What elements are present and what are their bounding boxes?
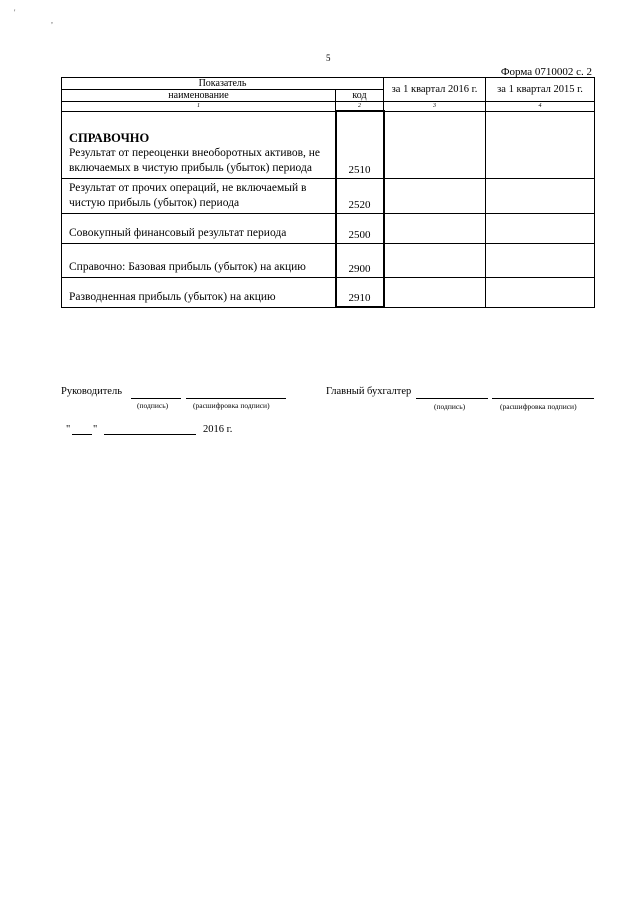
- head-decoding-field[interactable]: [186, 386, 286, 399]
- value-cell-current: [384, 111, 486, 178]
- date-month-field[interactable]: [104, 422, 196, 435]
- value-cell-current: [384, 178, 486, 213]
- table-row: [62, 243, 595, 277]
- value-cell-current: [384, 277, 486, 307]
- row-code: 2500: [336, 213, 384, 243]
- chief-accountant-decoding-field[interactable]: [492, 386, 594, 399]
- date-year: 2016 г.: [203, 424, 233, 435]
- chief-accountant-signature-field[interactable]: [416, 386, 488, 399]
- page-number: 5: [326, 53, 331, 63]
- header-row: [62, 78, 595, 90]
- column-index: 3: [384, 102, 486, 112]
- row-name: Результат от прочих операций, не включаемый в чистую прибыль (убыток) периода: [62, 178, 336, 213]
- row-name-cell: [62, 111, 336, 178]
- head-signature-field[interactable]: [131, 386, 181, 399]
- scan-mark: ,: [51, 16, 53, 25]
- value-cell-previous: [486, 213, 595, 243]
- column-index: 1: [62, 102, 336, 112]
- table-row: [62, 178, 595, 213]
- row-name: Совокупный финансовый результат периода: [62, 213, 336, 243]
- header-group: Показатель: [62, 78, 384, 90]
- decoding-caption: (расшифровка подписи): [500, 402, 577, 411]
- value-cell-previous: [486, 111, 595, 178]
- chief-accountant-label: Главный бухгалтер: [326, 386, 412, 397]
- form-label: Форма 0710002 с. 2: [500, 66, 592, 78]
- header-name: наименование: [62, 90, 336, 102]
- signature-caption: (подпись): [434, 402, 466, 411]
- column-index-row: [62, 102, 595, 112]
- scan-mark: ': [14, 8, 16, 17]
- row-code: 2910: [336, 277, 384, 307]
- signature-caption: (подпись): [137, 401, 169, 410]
- row-name: Разводненная прибыль (убыток) на акцию: [62, 277, 336, 307]
- value-cell-previous: [486, 243, 595, 277]
- column-index: 4: [486, 102, 595, 112]
- value-cell-current: [384, 213, 486, 243]
- date-quote-open: ": [66, 424, 71, 435]
- table-row: [62, 277, 595, 307]
- table-row: [62, 213, 595, 243]
- row-code: 2520: [336, 178, 384, 213]
- section-heading: СПРАВОЧНО: [69, 130, 150, 145]
- decoding-caption: (расшифровка подписи): [193, 401, 270, 410]
- report-table: [61, 77, 595, 308]
- date-day-field[interactable]: [72, 422, 92, 435]
- row-code: 2510: [336, 111, 384, 178]
- column-index: 2: [336, 102, 384, 112]
- value-cell-previous: [486, 277, 595, 307]
- value-cell-current: [384, 243, 486, 277]
- header-period-current: за 1 квартал 2016 г.: [384, 78, 486, 102]
- row-name: Справочно: Базовая прибыль (убыток) на акцию: [62, 243, 336, 277]
- row-code: 2900: [336, 243, 384, 277]
- value-cell-previous: [486, 178, 595, 213]
- header-code: код: [336, 90, 384, 102]
- table-row: [62, 111, 595, 178]
- header-period-previous: за 1 квартал 2015 г.: [486, 78, 595, 102]
- head-label: Руководитель: [61, 386, 122, 397]
- date-quote-close: ": [93, 424, 98, 435]
- row-name: Результат от переоценки внеоборотных активов, не включаемых в чистую прибыль (убыток) периода: [69, 146, 321, 174]
